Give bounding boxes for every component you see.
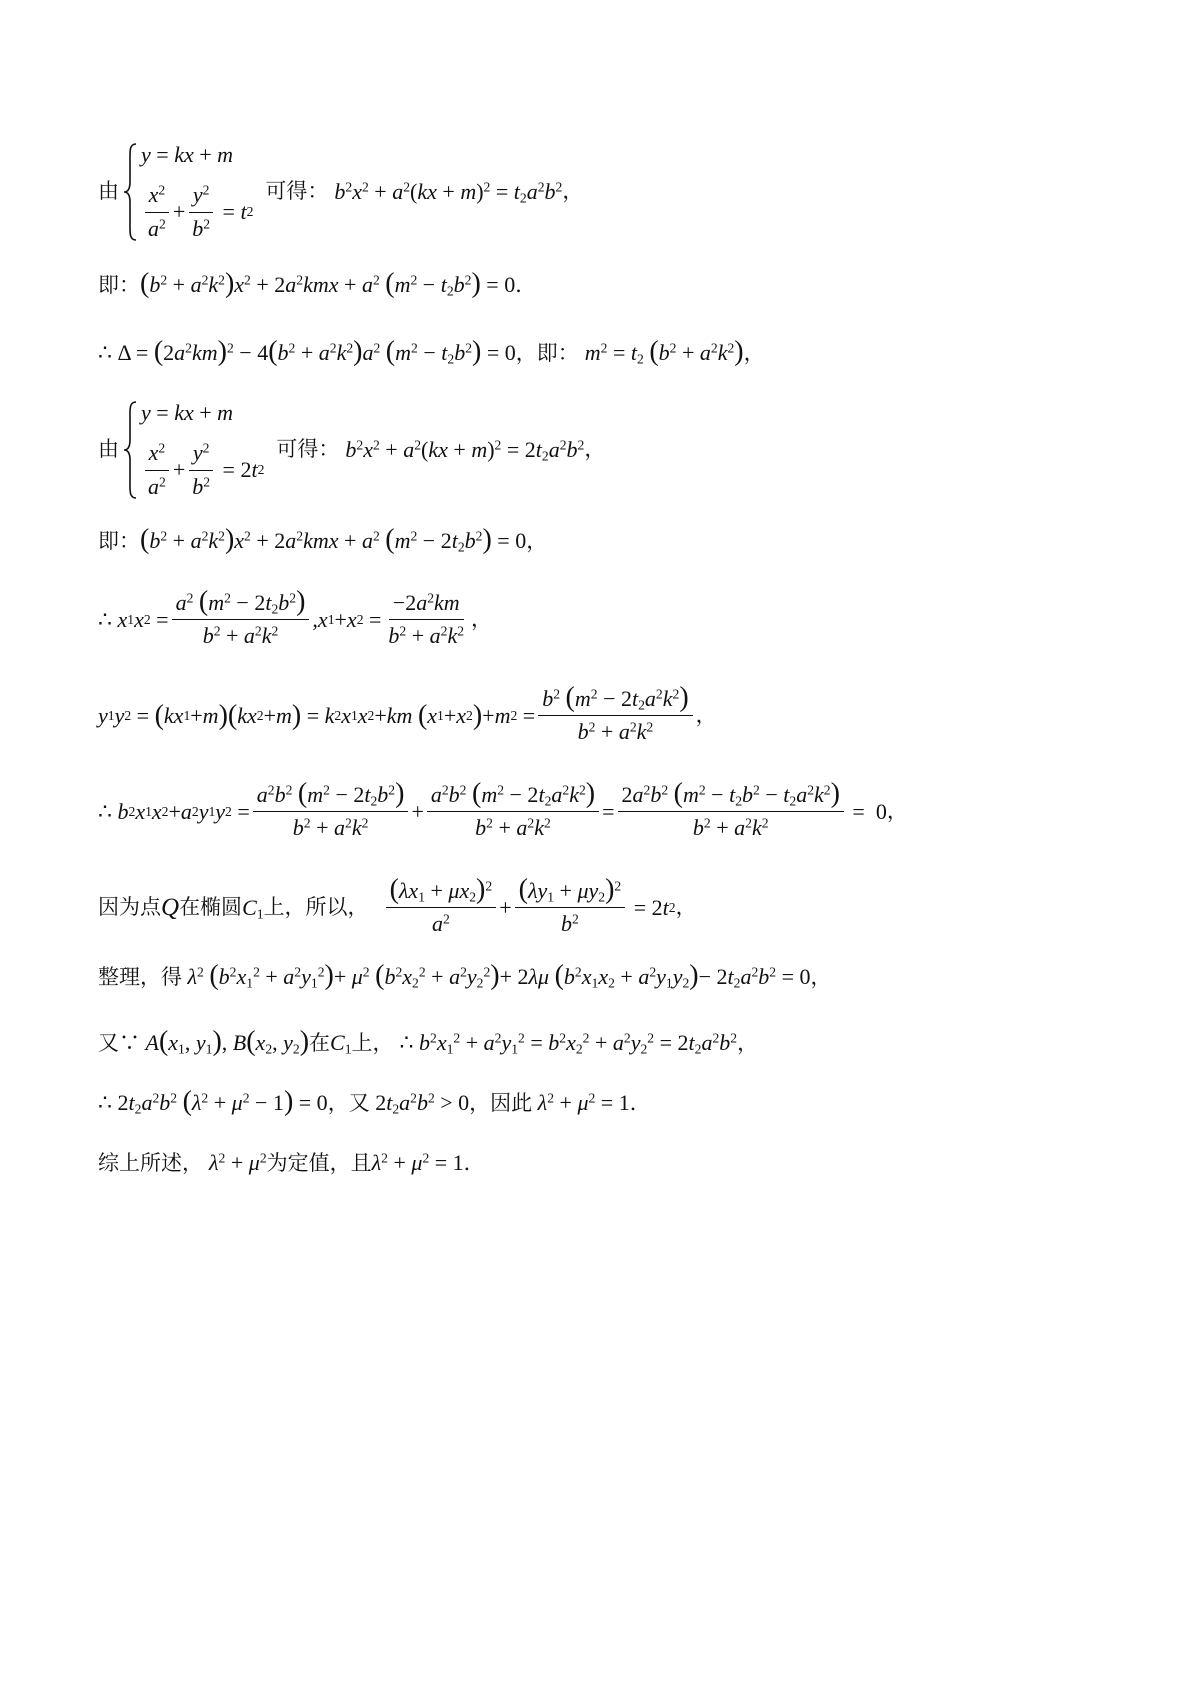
therefore-symbol: ∴ (98, 340, 112, 365)
formula-y-product: y 1 y 2 = ( kx 1 + m )( kx 2 + m ) = k 2 x 1 x 2 + km ( x 1 + x 2 ) + m 2 = $\frac{b^2 (m^2 - 2t_2a^2k^2)}{b^2 + a^2k^2}$ (98, 686, 696, 746)
system-1-row-1: y = kx + m (141, 142, 234, 167)
fraction-lambda-x: $\frac{(\lambda x_1 + \mu x_2)^2}{a^2}$ (386, 878, 497, 938)
text-kede: 可得： (276, 437, 340, 462)
system-1-row-2: $\frac{x^2}{a^2}$ + $\frac{y^2}{b^2}$ = t 2 (141, 182, 253, 242)
period: ． (629, 1090, 651, 1115)
fraction-term-sum: $\frac{2a^2b^2 (m^2 - t_2b^2 - t_2a^2k^2)}{b^2 + a^2k^2}$ (618, 782, 844, 842)
formula-combined: b 2 x 1 x 2 + a 2 y 1 y 2 = $\frac{a^2b^2 (m^2 - 2t_2b^2)}{b^2 + a^2k^2}$ + $\frac{a^2b^2 (m^2 - 2t_2a^2k^2)}{b^2 + a^2k^2}$ = $\frac{2a^2b^2 (m^2 - t_2b^2 - t_2a^2k^2)}{b^2 + a^2k^2}$ = 0 (117, 778, 887, 841)
comma: ， (695, 703, 717, 728)
fraction-lambda-y: $\frac{(\lambda y_1 + \mu y_2)^2}{b^2}$ (515, 878, 626, 938)
fraction-term-2: $\frac{a^2b^2 (m^2 - 2t_2a^2k^2)}{b^2 + a^2k^2}$ (427, 782, 599, 842)
ellipse-c-sub: 1 (344, 1041, 352, 1057)
period: ． (515, 272, 537, 297)
comma: ， (886, 799, 908, 824)
text-on-so: 上，所以， (263, 895, 369, 920)
formula-m2: $m^2 = t_2$ $(b^2 + a^2k^2)$ (584, 336, 744, 367)
fraction-y2-b2: $\frac{y^2}{b^2}$ (188, 182, 214, 242)
fraction-y2-b2: $\frac{y^2}{b^2}$ (188, 440, 214, 500)
left-brace-icon (123, 400, 137, 500)
formula-factor: $2t_2a^2b^2$ $(\lambda^2 + \mu^2 - 1) = 0$ (112, 1086, 328, 1117)
formula-expand: $\lambda^2$ $(b^2x_1^2 + a^2y_1^2)+ \mu^2$ $(b^2x_2^2 + a^2y_2^2)+ 2\lambda\mu$ $(b^2x_1x_2 + a^2y_1y_2)- 2t_2a^2b^2 = 0$ (187, 960, 811, 991)
text-you: 由 (98, 437, 119, 462)
fraction-sum: $\frac{-2a^2km}{b^2 + a^2k^2}$ (388, 590, 465, 649)
text-on: 在 (309, 1030, 331, 1055)
text-ji-2: 即： (536, 340, 579, 365)
formula-positive: $2t_2a^2b^2 > 0$ (369, 1090, 470, 1117)
text-in-ellipse: 在椭圆 (179, 895, 243, 920)
equation-system-1 (123, 142, 253, 242)
text-you-2: 又 (348, 1090, 370, 1115)
comma: ， (810, 964, 832, 989)
formula-result-2: $b^2x^2 + a^2(kx + m)^2 = 2t_2a^2b^2$ (345, 436, 585, 464)
fraction-y-product: $\frac{b^2 (m^2 - 2t_2a^2k^2)}{b^2 + a^2k^2}$ (538, 686, 692, 746)
vieta-line (98, 586, 493, 650)
expand-line (98, 960, 832, 991)
system-line-1 (98, 142, 583, 242)
comma: ， (526, 528, 548, 553)
system-2-row-1: y = kx + m (141, 400, 234, 425)
therefore-symbol: ∴ (399, 1030, 414, 1055)
comma: ， (327, 1090, 349, 1115)
comma: ， (737, 1030, 759, 1055)
discriminant-line (98, 336, 765, 367)
formula-result-1: $b^2x^2 + a^2(kx + m)^2 = t_2a^2b^2$ (334, 178, 563, 206)
points-ab-line (98, 1026, 759, 1057)
text-ji: 即： (98, 272, 140, 297)
fraction-term-1: $\frac{a^2b^2 (m^2 - 2t_2b^2)}{b^2 + a^2k^2}$ (253, 782, 409, 842)
equation-system-2 (123, 400, 264, 500)
formula-quadratic-2: $(b^2 + a^2k^2)x^2 + 2a^2kmx + a^2$ $(m^2 - 2t_2b^2) = 0$ (140, 524, 527, 555)
combined-sum-line (98, 778, 908, 842)
therefore-symbol: ∴ (98, 606, 112, 632)
ellipse-c: C (242, 894, 257, 920)
system-line-2 (98, 400, 605, 500)
text-kede: 可得： (265, 179, 329, 204)
comma: ， (743, 340, 765, 365)
period: ． (463, 1150, 485, 1175)
formula-delta: $\Delta = (2a^2km)^2 - 4(b^2 + a^2k^2)a^2$ $(m^2 - t_2b^2) = 0$ (112, 336, 516, 367)
point-q-line (98, 874, 697, 938)
formula-vieta: x 1 x 2 = $\frac{a^2 (m^2 - 2t_2b^2)}{b^2 + a^2k^2}$ , x 1 + x 2 = $\frac{-2a^2km}{b^2 + a^2k^2}$ (112, 590, 471, 650)
therefore-symbol: ∴ (98, 798, 112, 824)
comma: ， (562, 179, 584, 204)
ellipse-c-sub: 1 (256, 906, 264, 922)
summary-line (98, 1150, 485, 1176)
fraction-product: $\frac{a^2 (m^2 - 2t_2b^2)}{b^2 + a^2k^2}$ (172, 590, 310, 650)
point-q: Q (161, 893, 180, 921)
quadratic-line-1 (98, 268, 537, 299)
formula-summary-2: $\lambda^2 + \mu^2 = 1$ (371, 1150, 464, 1175)
formula-ab-ellipse: $b^2x_1^2 + a^2y_1^2 = b^2x_2^2 + a^2y_2^2 = 2t_2a^2b^2$ (419, 1030, 738, 1057)
comma: ， (471, 607, 493, 632)
comma: ， (584, 437, 606, 462)
text-you: 由 (98, 179, 119, 204)
formula-quadratic-1: $(b^2 + a^2k^2)x^2 + 2a^2kmx + a^2$ $(m^2 - t_2b^2) = 0$ (140, 268, 516, 299)
comma: ， (469, 1090, 491, 1115)
text-yinci: 因此 (490, 1090, 533, 1115)
text-ji: 即： (98, 528, 140, 553)
ellipse-c: C (330, 1030, 345, 1055)
quadratic-line-2 (98, 524, 548, 555)
text-summary: 综上所述， (98, 1150, 203, 1175)
formula-summary-1: $\lambda^2 + \mu^2$ (209, 1150, 267, 1175)
text-because-point: 因为点 (98, 895, 161, 920)
fraction-x2-a2: $\frac{x^2}{a^2}$ (144, 182, 170, 242)
formula-result: $\lambda^2 + \mu^2 = 1$ (537, 1090, 630, 1115)
text-shang: 上， (351, 1030, 394, 1055)
fraction-x2-a2: $\frac{x^2}{a^2}$ (144, 440, 170, 500)
left-brace-icon (123, 142, 137, 242)
formula-ellipse-q: $\frac{(\lambda x_1 + \mu x_2)^2}{a^2}$ + $\frac{(\lambda y_1 + \mu y_2)^2}{b^2}$ = 2 t 2 (383, 878, 676, 938)
y-product-line (98, 682, 717, 746)
text-you-because: 又∵ (98, 1030, 140, 1055)
comma: ， (515, 340, 537, 365)
formula-points-ab: $A(x_1$, $y_1$), $B(x_2$, $y_2$) (145, 1026, 310, 1057)
text-zhengli: 整理，得 (98, 964, 182, 989)
system-2-row-2: $\frac{x^2}{a^2}$ + $\frac{y^2}{b^2}$ = 2 t 2 (141, 440, 264, 500)
text-wei-dingzhi: 为定值，且 (266, 1150, 372, 1175)
therefore-symbol: ∴ (98, 1090, 112, 1115)
comma: ， (675, 895, 697, 920)
conclusion-line (98, 1086, 651, 1117)
